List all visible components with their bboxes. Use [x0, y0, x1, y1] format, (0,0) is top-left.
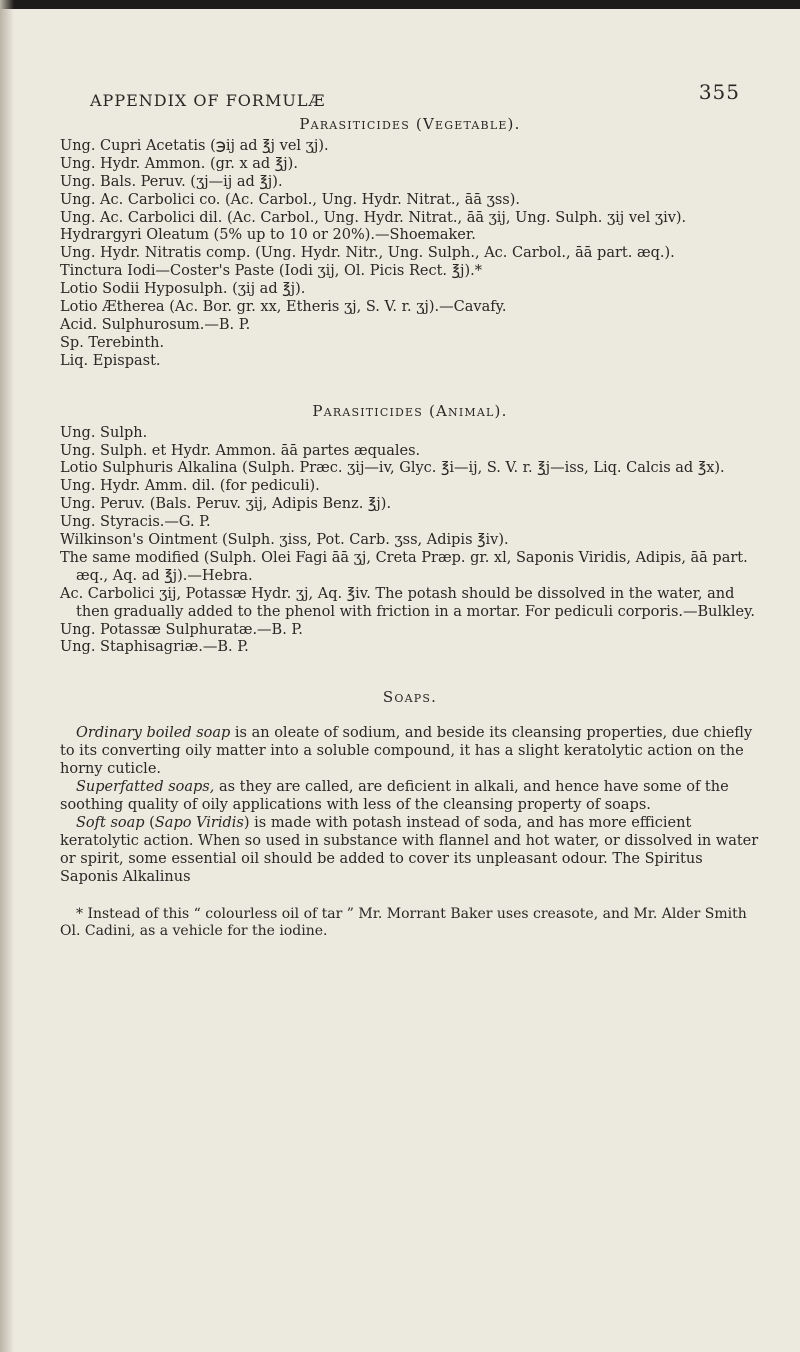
running-title: APPENDIX OF FORMULÆ [90, 91, 326, 110]
vegetable-formula-list [60, 138, 760, 371]
formula-line: Lotio Sulphuris Alkalina (Sulph. Præc. ʒij—iv, Glyc. ℥i—ij, S. V. r. ℥j—iss, Liq. Calcis ad ℥x). [60, 460, 725, 477]
formula-line: Ung. Bals. Peruv. (ʒj—ij ad ℥j). [60, 173, 283, 190]
paragraph-ordinary-soap [60, 725, 760, 779]
formula-line: Ung. Sulph. [60, 424, 148, 441]
formula-line: Acid. Sulphurosum.—B. P. [60, 316, 251, 333]
formula-line: Wilkinson's Ointment (Sulph. ʒiss, Pot. Carb. ʒss, Adipis ℥iv). [60, 532, 509, 549]
page-header [60, 70, 760, 110]
term-sapo-viridis: Sapo Viridis [154, 814, 244, 831]
formula-line: Ung. Staphisagriæ.—B. P. [60, 639, 249, 656]
term-soft-soap: Soft soap [76, 814, 145, 831]
paragraph-text: is an oleate of sodium, and beside its cleansing properties, due chiefly to its converting oily matter into a soluble compound, it has a slight keratolytic action on the horny cuticle. [60, 725, 753, 778]
formula-line: Ung. Hydr. Nitratis comp. (Ung. Hydr. Nitr., Ung. Sulph., Ac. Carbol., āā part. æq.). [60, 245, 675, 262]
formula-line: Tinctura Iodi—Coster's Paste (Iodi ʒij, Ol. Picis Rect. ℥j).* [60, 263, 483, 280]
heading-soaps: Soaps. [382, 688, 438, 707]
heading-parasiticides-animal: Parasiticides (Animal). [312, 401, 508, 420]
paragraph-soft-soap: Soft soap (Sapo Viridis) is made with potash instead of soda, and has more efficient keratolytic action. When so used in substance with flannel and hot water, or dissolved in water or spirit, some essential oil should be added to cover its unpleasant odour. The Spiritus Saponis Alkalinus [60, 814, 759, 885]
page-number: 355 [698, 80, 740, 104]
paragraph-superfatted-soaps [60, 779, 760, 815]
top-dark-edge [0, 0, 800, 9]
heading-parasiticides-vegetable: Parasiticides (Vegetable). [299, 115, 521, 133]
formula-line: Ung. Ac. Carbolici co. (Ac. Carbol., Ung. Hydr. Nitrat., āā ʒss). [60, 191, 520, 208]
formula-line: Ung. Ac. Carbolici dil. (Ac. Carbol., Ung. Hydr. Nitrat., āā ʒij, Ung. Sulph. ʒij vel ʒiv). [60, 209, 687, 226]
formula-line: Ung. Hydr. Ammon. (gr. x ad ℥j). [60, 155, 298, 172]
formula-line: Sp. Terebinth. [60, 334, 165, 351]
animal-formula-list [60, 425, 760, 658]
term-superfatted-soaps: Superfatted soaps, [76, 779, 215, 795]
formula-line: Ung. Potassæ Sulphuratæ.—B. P. [60, 621, 303, 638]
formula-line: Liq. Epispast. [60, 352, 161, 369]
paragraph-text: is made with potash instead of soda, and has more efficient keratolytic action. When so used in substance with flannel and hot water, or dissolved in water or spirit, some essential oil should be added to cover its unpleasant odour. The Spiritus Saponis Alkalinus [60, 814, 759, 885]
soaps-body [60, 725, 760, 886]
formula-line: Ung. Peruv. (Bals. Peruv. ʒij, Adipis Benz. ℥j). [60, 496, 392, 513]
formula-line: Hydrargyri Oleatum (5% up to 10 or 20%).—Shoemaker. [60, 227, 476, 244]
formula-line: Lotio Ætherea (Ac. Bor. gr. xx, Etheris ʒj, S. V. r. ʒj).—Cavafy. [60, 299, 507, 316]
term-ordinary-boiled-soap: Ordinary boiled soap [76, 725, 231, 742]
formula-line: Ung. Styracis.—G. P. [60, 514, 211, 531]
formula-line: The same modified (Sulph. Olei Fagi āā ʒj, Creta Præp. gr. xl, Saponis Viridis, Adipis, āā part. æq., Aq. ad ℥j).—Hebra. [60, 549, 748, 584]
page-gutter-shadow [0, 0, 14, 1352]
paragraph-text: as they are called, are deficient in alkali, and hence have some of the soothing quality of oily applications with less of the cleansing property of soaps. [60, 779, 729, 813]
formula-line: Lotio Sodii Hyposulph. (ʒij ad ℥j). [60, 281, 306, 298]
formula-line: Ung. Hydr. Amm. dil. (for pediculi). [60, 478, 320, 495]
formula-line: Ung. Cupri Acetatis (℈ij ad ℥j vel ʒj). [60, 137, 329, 154]
formula-line: Ac. Carbolici ʒij, Potassæ Hydr. ʒj, Aq. ℥iv. The potash should be dissolved in the water, and then gradually added to the phenol with friction in a mortar. For pediculi corporis.—Bulkley. [60, 585, 756, 620]
footnote: * Instead of this “ colourless oil of tar ” Mr. Morrant Baker uses creasote, and Mr. Alder Smith Ol. Cadini, as a vehicle for the iodine. [60, 906, 747, 940]
book-page [60, 70, 760, 940]
formula-line: Ung. Sulph. et Hydr. Ammon. āā partes æquales. [60, 442, 421, 459]
